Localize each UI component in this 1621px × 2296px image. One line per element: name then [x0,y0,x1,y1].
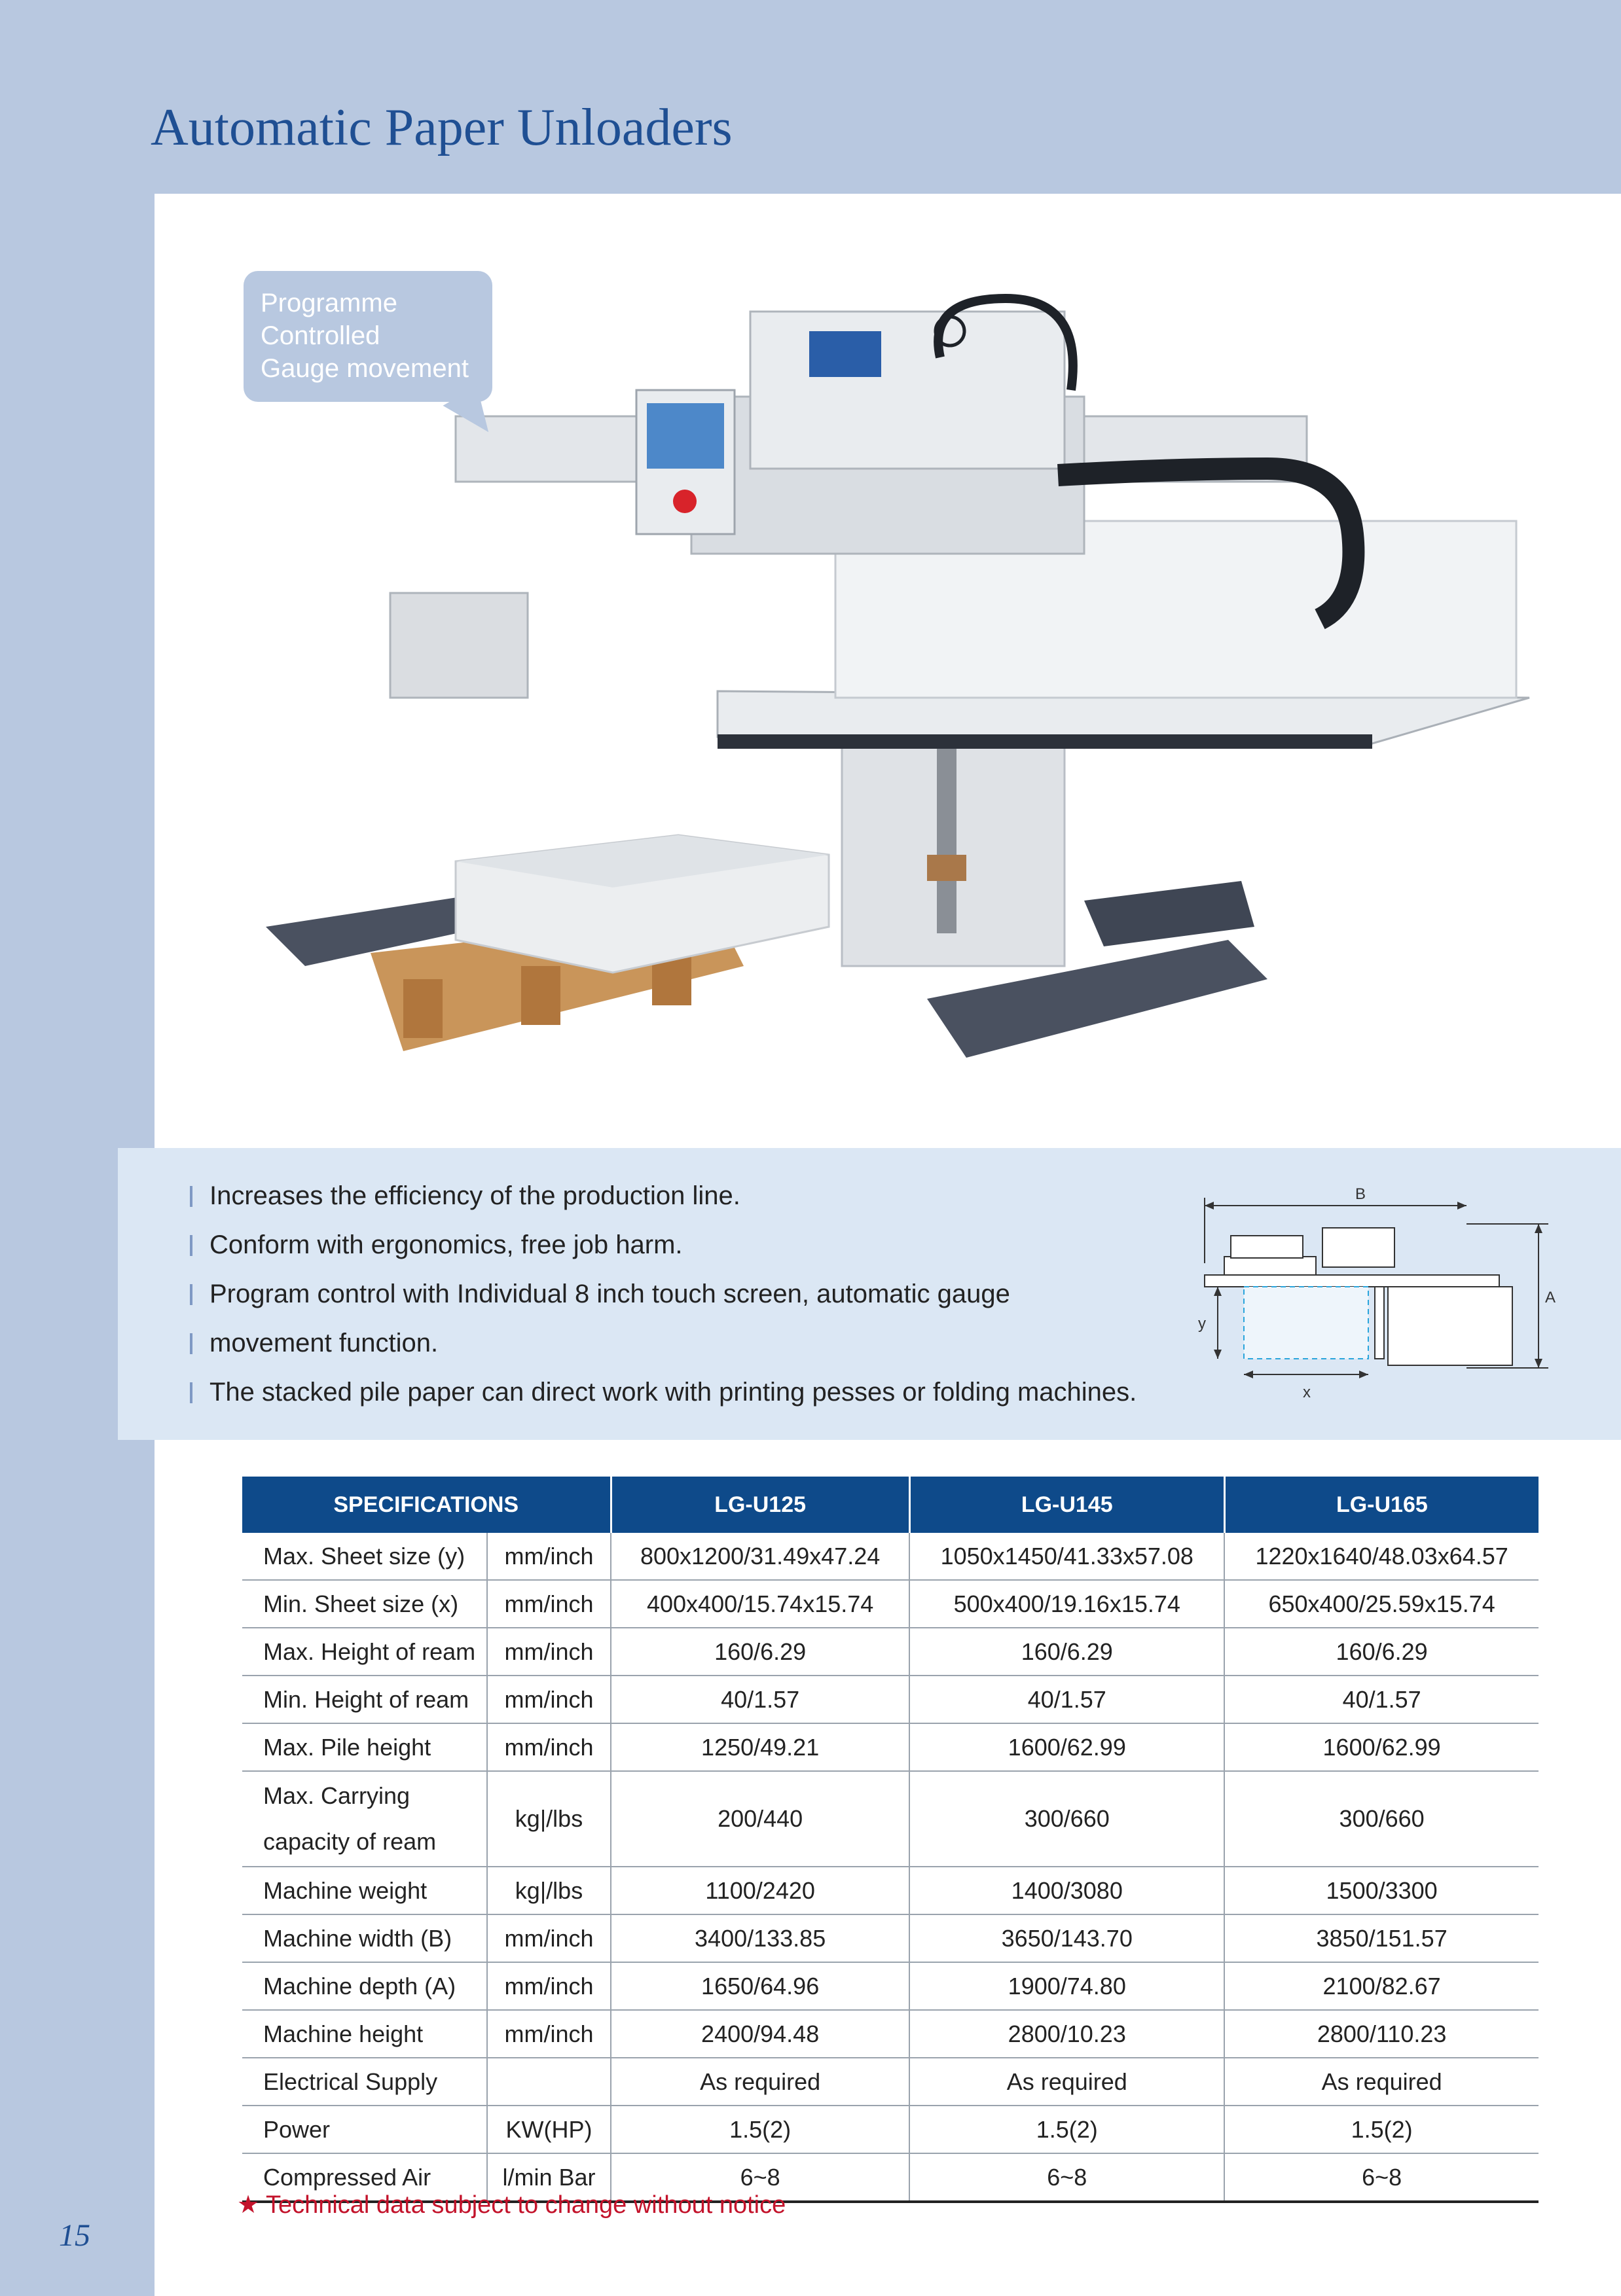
table-row [242,2010,1539,2058]
table-row [242,2106,1539,2153]
value-cell: 6~8 [1224,2153,1539,2202]
footnote: ★ Technical data subject to change without notice [237,2191,786,2219]
header-specifications: SPECIFICATIONS [242,1477,611,1533]
value-cell: 3400/133.85 [611,1914,909,1962]
value-cell: 300/660 [1224,1771,1539,1867]
unit-cell: mm/inch [487,1914,611,1962]
callout-text [261,287,469,385]
value-cell: 200/440 [611,1771,909,1867]
callout-line: Controlled [261,321,380,350]
table-row [242,2058,1539,2106]
value-cell: 160/6.29 [909,1628,1224,1676]
page-title: Automatic Paper Unloaders [151,99,733,156]
unit-cell: KW(HP) [487,2106,611,2153]
dimension-diagram-svg [1192,1178,1558,1414]
value-cell: 40/1.57 [909,1676,1224,1723]
param-cell: Max. Height of ream [242,1628,487,1676]
value-cell: 1.5(2) [1224,2106,1539,2153]
value-cell: 2400/94.48 [611,2010,909,2058]
param-cell [242,1771,487,1867]
unit-cell: mm/inch [487,1628,611,1676]
value-cell: 3650/143.70 [909,1914,1224,1962]
value-cell: 1100/2420 [611,1867,909,1914]
unit-cell: mm/inch [487,1533,611,1580]
value-cell: 1.5(2) [909,2106,1224,2153]
value-cell: 40/1.57 [1224,1676,1539,1723]
value-cell: 1600/62.99 [909,1723,1224,1771]
table-row [242,1676,1539,1723]
value-cell: 160/6.29 [611,1628,909,1676]
page-number: 15 [59,2218,90,2253]
feature-item: The stacked pile paper can direct work with printing pesses or folding machines. [190,1368,1137,1417]
value-cell: 500x400/19.16x15.74 [909,1580,1224,1628]
value-cell: 2800/10.23 [909,2010,1224,2058]
value-cell: 1.5(2) [611,2106,909,2153]
unit-cell: kg|/lbs [487,1771,611,1867]
value-cell: 1600/62.99 [1224,1723,1539,1771]
value-cell: As required [909,2058,1224,2106]
feature-list [190,1172,1137,1417]
param-cell: Max. Pile height [242,1723,487,1771]
header-model: LG-U145 [909,1477,1224,1533]
unit-cell: mm/inch [487,2010,611,2058]
value-cell: 3850/151.57 [1224,1914,1539,1962]
table-row [242,1533,1539,1580]
param-cell: Electrical Supply [242,2058,487,2106]
value-cell: 1050x1450/41.33x57.08 [909,1533,1224,1580]
param-cell: Power [242,2106,487,2153]
param-cell: Compressed Air [242,2153,487,2202]
value-cell: 300/660 [909,1771,1224,1867]
unit-cell: mm/inch [487,1580,611,1628]
table-header-row [242,1477,1539,1533]
value-cell: 6~8 [909,2153,1224,2202]
table-row [242,1580,1539,1628]
value-cell: 1220x1640/48.03x64.57 [1224,1533,1539,1580]
table-row [242,1723,1539,1771]
feature-item: movement function. [190,1319,1137,1368]
table-row [242,1771,1539,1867]
table-row [242,1867,1539,1914]
label-b: B [1355,1185,1366,1203]
dimension-diagram [1192,1178,1558,1414]
value-cell: 1400/3080 [909,1867,1224,1914]
unit-cell: kg|/lbs [487,1867,611,1914]
param-cell: Machine depth (A) [242,1962,487,2010]
value-cell: 1900/74.80 [909,1962,1224,2010]
param-cell: Machine weight [242,1867,487,1914]
value-cell: 2100/82.67 [1224,1962,1539,2010]
callout-line: Programme [261,289,397,317]
unit-cell: mm/inch [487,1962,611,2010]
value-cell: 6~8 [611,2153,909,2202]
param-cell: Min. Height of ream [242,1676,487,1723]
feature-item: Program control with Individual 8 inch touch screen, automatic gauge [190,1270,1137,1319]
header-model: LG-U165 [1224,1477,1539,1533]
unit-cell: mm/inch [487,1676,611,1723]
value-cell: 40/1.57 [611,1676,909,1723]
feature-item: Conform with ergonomics, free job harm. [190,1221,1137,1270]
value-cell: As required [1224,2058,1539,2106]
value-cell: 400x400/15.74x15.74 [611,1580,909,1628]
value-cell: As required [611,2058,909,2106]
value-cell: 2800/110.23 [1224,2010,1539,2058]
unit-cell [487,2058,611,2106]
callout-bubble [244,271,492,402]
unit-cell: mm/inch [487,1723,611,1771]
value-cell: 800x1200/31.49x47.24 [611,1533,909,1580]
label-y: y [1198,1315,1206,1333]
param-cell: Machine height [242,2010,487,2058]
specifications-table [242,1477,1539,2203]
table-row [242,1628,1539,1676]
unit-cell: l/min Bar [487,2153,611,2202]
header-model: LG-U125 [611,1477,909,1533]
param-line: capacity of ream [263,1828,437,1855]
value-cell: 1500/3300 [1224,1867,1539,1914]
label-x: x [1303,1384,1311,1401]
value-cell: 1250/49.21 [611,1723,909,1771]
table-row [242,1962,1539,2010]
param-cell: Machine width (B) [242,1914,487,1962]
label-a: A [1545,1289,1556,1306]
table-row [242,1914,1539,1962]
value-cell: 1650/64.96 [611,1962,909,2010]
param-line: Max. Carrying [263,1782,410,1809]
value-cell: 650x400/25.59x15.74 [1224,1580,1539,1628]
param-cell: Min. Sheet size (x) [242,1580,487,1628]
callout-line: Gauge movement [261,354,469,383]
value-cell: 160/6.29 [1224,1628,1539,1676]
feature-item: Increases the efficiency of the production line. [190,1172,1137,1221]
param-cell: Max. Sheet size (y) [242,1533,487,1580]
